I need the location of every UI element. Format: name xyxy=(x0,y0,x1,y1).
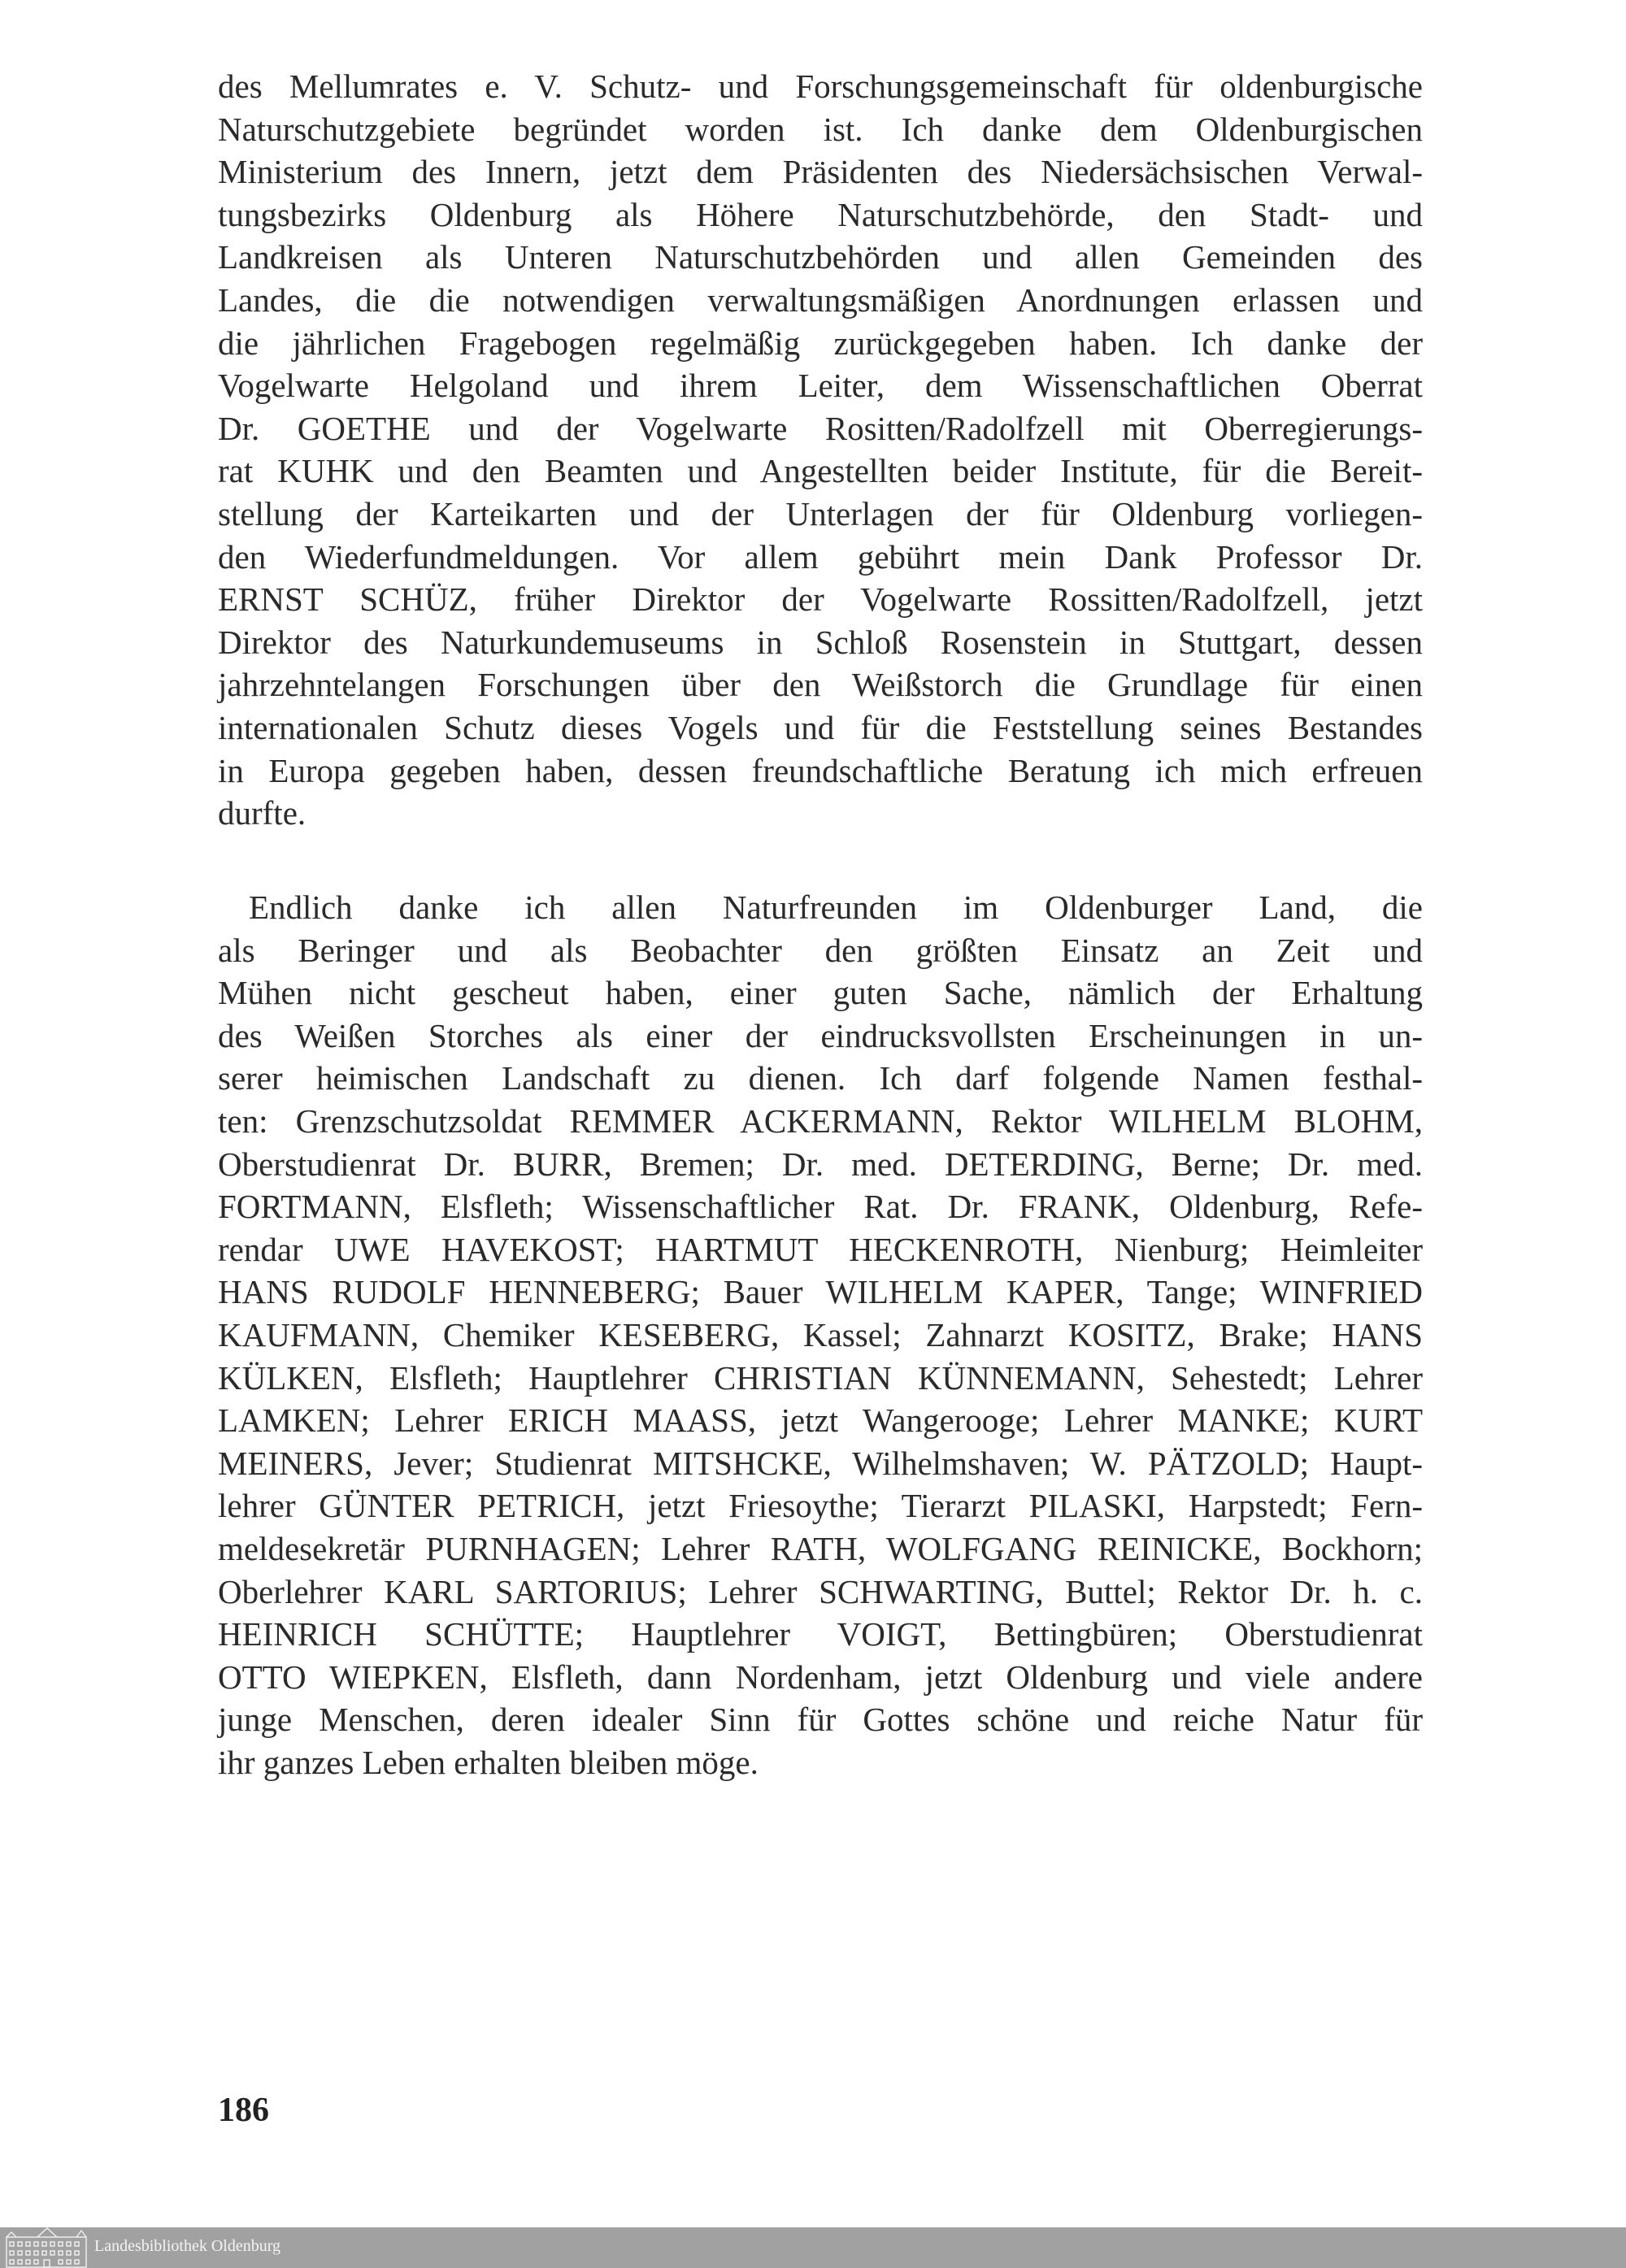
text-line: des Mellumrates e. V. Schutz- und Forschungsgemeinschaft für oldenburgische xyxy=(218,67,1423,105)
text-line: MEINERS, Jever; Studienrat MITSHCKE, Wilhelmshaven; W. PÄTZOLD; Haupt- xyxy=(218,1444,1423,1482)
text-line: des Weißen Storches als einer der eindrucksvollsten Erscheinungen in un- xyxy=(218,1016,1423,1054)
text-line: lehrer GÜNTER PETRICH, jetzt Friesoythe; Tierarzt PILASKI, Harpstedt; Fern- xyxy=(218,1487,1423,1525)
text-line: Direktor des Naturkundemuseums in Schloß Rosenstein in Stuttgart, dessen xyxy=(218,623,1423,661)
text-line: jahrzehntelangen Forschungen über den Weißstorch die Grundlage für einen xyxy=(218,666,1423,704)
text-line: FORTMANN, Elsfleth; Wissenschaftlicher Rat. Dr. FRANK, Oldenburg, Refe- xyxy=(218,1188,1423,1226)
text-line: Oberstudienrat Dr. BURR, Bremen; Dr. med. DETERDING, Berne; Dr. med. xyxy=(218,1145,1423,1183)
text-line: in Europa gegeben haben, dessen freundschaftliche Beratung ich mich erfreuen xyxy=(218,751,1423,789)
text-line: Oberlehrer KARL SARTORIUS; Lehrer SCHWARTING, Buttel; Rektor Dr. h. c. xyxy=(218,1572,1423,1610)
text-line: junge Menschen, deren idealer Sinn für Gottes schöne und reiche Natur für xyxy=(218,1701,1423,1739)
text-line: rat KUHK und den Beamten und Angestellten beider Institute, für die Bereit- xyxy=(218,452,1423,490)
text-line: durfte. xyxy=(218,794,307,832)
text-line: meldesekretär PURNHAGEN; Lehrer RATH, WOLFGANG REINICKE, Bockhorn; xyxy=(218,1530,1423,1567)
text-line: die jährlichen Fragebogen regelmäßig zurückgegeben haben. Ich danke der xyxy=(218,324,1423,362)
text-line: ERNST SCHÜZ, früher Direktor der Vogelwarte Rossitten/Radolfzell, jetzt xyxy=(218,580,1423,619)
text-line: HANS RUDOLF HENNEBERG; Bauer WILHELM KAPER, Tange; WINFRIED xyxy=(218,1273,1423,1311)
text-line: ten: Grenzschutzsoldat REMMER ACKERMANN, Rektor WILHELM BLOHM, xyxy=(218,1102,1423,1140)
text-line: KÜLKEN, Elsfleth; Hauptlehrer CHRISTIAN KÜNNEMANN, Sehestedt; Lehrer xyxy=(218,1358,1423,1397)
text-line: LAMKEN; Lehrer ERICH MAASS, jetzt Wangerooge; Lehrer MANKE; KURT xyxy=(218,1401,1423,1440)
text-line: Dr. GOETHE und der Vogelwarte Rositten/Radolfzell mit Oberregierungs- xyxy=(218,409,1423,447)
text-line: Ministerium des Innern, jetzt dem Präsidenten des Niedersächsischen Verwal- xyxy=(218,153,1423,191)
text-line: OTTO WIEPKEN, Elsfleth, dann Nordenham, jetzt Oldenburg und viele andere xyxy=(218,1658,1423,1696)
library-footer-bar xyxy=(0,2227,1626,2268)
text-line: internationalen Schutz dieses Vogels und für die Feststellung seines Bestandes xyxy=(218,709,1423,746)
library-building-icon xyxy=(5,2227,88,2268)
text-line: als Beringer und als Beobachter den größten Einsatz an Zeit und xyxy=(218,931,1423,969)
text-line: Landes, die die notwendigen verwaltungsmäßigen Anordnungen erlassen und xyxy=(218,281,1423,319)
text-line: Endlich danke ich allen Naturfreunden im Oldenburger Land, die xyxy=(249,889,1423,926)
text-line: Landkreisen als Unteren Naturschutzbehörden und allen Gemeinden des xyxy=(218,238,1423,276)
text-line: stellung der Karteikarten und der Unterlagen der für Oldenburg vorliegen- xyxy=(218,495,1423,532)
text-line: KAUFMANN, Chemiker KESEBERG, Kassel; Zahnarzt KOSITZ, Brake; HANS xyxy=(218,1316,1423,1353)
text-line: rendar UWE HAVEKOST; HARTMUT HECKENROTH, Nienburg; Heimleiter xyxy=(218,1230,1423,1268)
text-line: Vogelwarte Helgoland und ihrem Leiter, dem Wissenschaftlichen Oberrat xyxy=(218,367,1423,405)
text-line: tungsbezirks Oldenburg als Höhere Naturschutzbehörde, den Stadt- und xyxy=(218,195,1423,233)
text-line: HEINRICH SCHÜTTE; Hauptlehrer VOIGT, Bettingbüren; Oberstudienrat xyxy=(218,1615,1423,1653)
text-line: den Wiederfundmeldungen. Vor allem gebührt mein Dank Professor Dr. xyxy=(218,537,1423,576)
text-line: Naturschutzgebiete begründet worden ist. Ich danke dem Oldenburgischen xyxy=(218,110,1423,148)
library-name: Landesbibliothek Oldenburg xyxy=(94,2237,281,2255)
text-line: Mühen nicht gescheut haben, einer guten Sache, nämlich der Erhaltung xyxy=(218,974,1423,1012)
page-number: 186 xyxy=(218,2092,269,2129)
text-line: serer heimischen Landschaft zu dienen. Ich darf folgende Namen festhal- xyxy=(218,1059,1423,1097)
text-line: ihr ganzes Leben erhalten bleiben möge. xyxy=(218,1744,759,1781)
